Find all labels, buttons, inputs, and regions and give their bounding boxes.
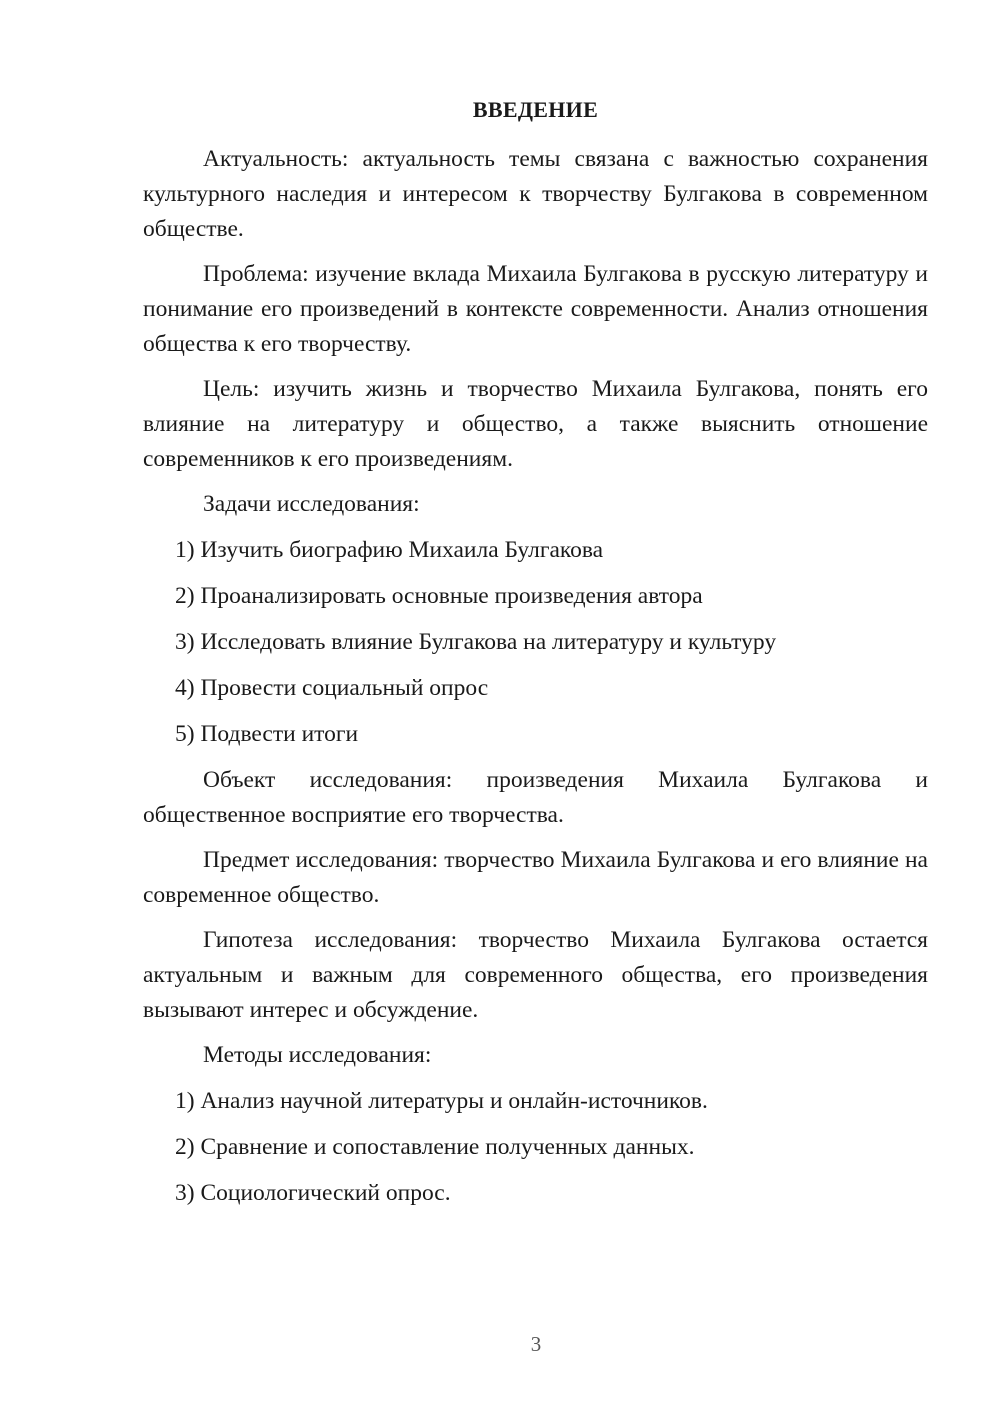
page-title: ВВЕДЕНИЕ: [472, 97, 599, 122]
methods-heading: Методы исследования:: [203, 1042, 432, 1068]
list-item: 5) Подвести итоги: [175, 721, 359, 747]
list-item: 3) Исследовать влияние Булгакова на литературу и культуру: [175, 629, 777, 655]
list-item: 3) Социологический опрос.: [175, 1180, 451, 1206]
list-item: 1) Анализ научной литературы и онлайн-источников.: [175, 1088, 708, 1114]
tasks-heading: Задачи исследования:: [203, 491, 420, 517]
page-content: [143, 92, 928, 1222]
goal-paragraph: Цель: изучить жизнь и творчество Михаила Булгакова, понять его влияние на литературу и общество, а также выяснить отношение современников к его произведениям.: [143, 376, 928, 472]
hypothesis-paragraph: Гипотеза исследования: творчество Михаила Булгакова остается актуальным и важным для современного общества, его произведения вызывают интерес и обсуждение.: [143, 927, 928, 1023]
methods-list: [143, 1084, 928, 1211]
list-item: 4) Провести социальный опрос: [175, 675, 489, 701]
list-item: 1) Изучить биографию Михаила Булгакова: [175, 537, 604, 563]
list-item: 2) Сравнение и сопоставление полученных данных.: [175, 1134, 695, 1160]
relevance-paragraph: Актуальность: актуальность темы связана с важностью сохранения культурного наследия и интересом к творчеству Булгакова в современном обществе.: [143, 146, 928, 242]
page-number: 3: [530, 1332, 542, 1356]
subject-paragraph: Предмет исследования: творчество Михаила Булгакова и его влияние на современное общество.: [143, 847, 928, 908]
tasks-list: [143, 533, 928, 752]
list-item: 2) Проанализировать основные произведения автора: [175, 583, 703, 609]
object-paragraph: Объект исследования: произведения Михаила Булгакова и общественное восприятие его творчества.: [143, 767, 928, 828]
problem-paragraph: Проблема: изучение вклада Михаила Булгакова в русскую литературу и понимание его произведений в контексте современности. Анализ отношения общества к его творчеству.: [143, 261, 928, 357]
